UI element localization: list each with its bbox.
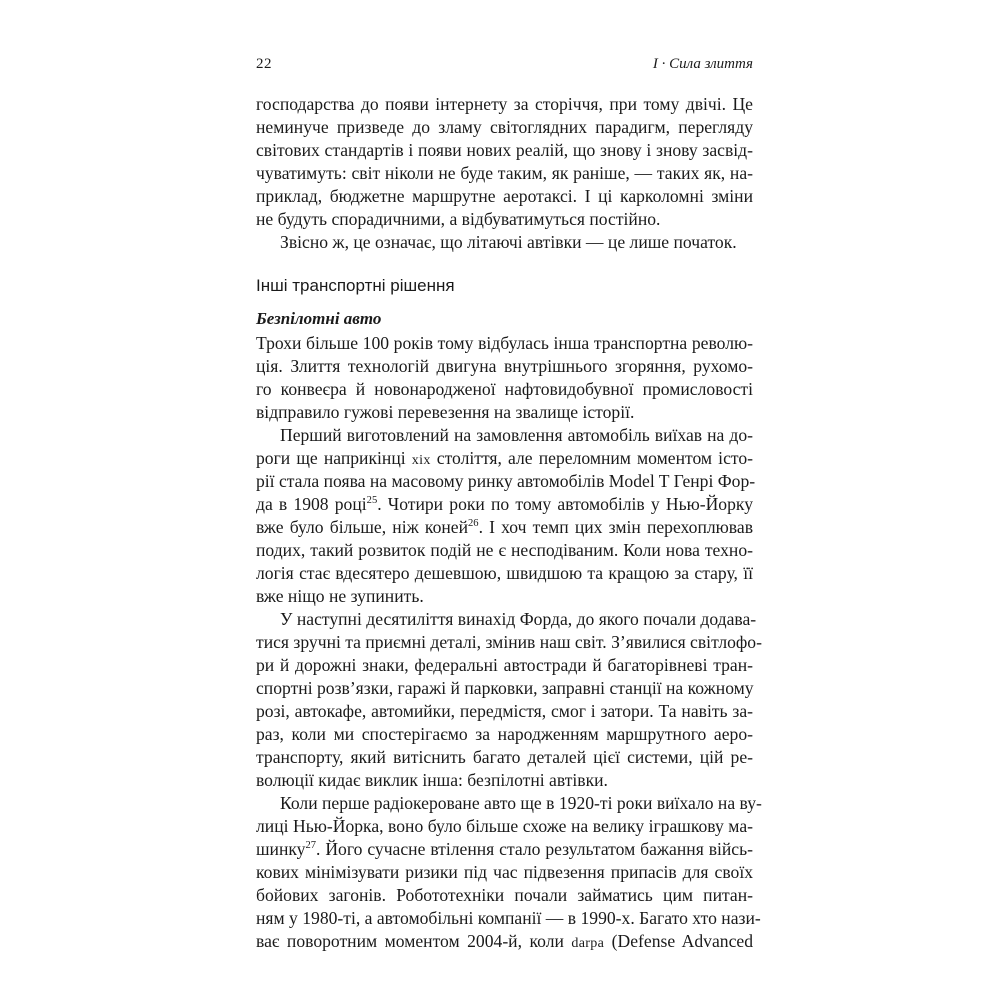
text-line: кових мінімізувати ризики під час підвезення припасів для своїх <box>256 862 753 882</box>
text-line: вже ніщо не зупинить. <box>256 586 424 606</box>
text-line: Перший виготовлений на замовлення автомобіль виїхав на до- <box>280 425 753 445</box>
text-line <box>256 447 753 470</box>
text-block-main <box>256 332 762 953</box>
text-line: рії стала поява на масовому ринку автомобілів Model T Генрі Фор- <box>256 471 756 491</box>
text-fragment: да в 1908 році <box>256 494 367 514</box>
page-number: 22 <box>256 56 272 72</box>
small-caps-roman-numeral: xix <box>411 452 431 468</box>
section-heading: Інші транспортні рішення <box>256 276 455 295</box>
text-line: Коли перше радіокероване авто ще в 1920-ті роки виїхало на ву- <box>280 793 762 813</box>
text-fragment: ває поворотним моментом 2004-й, коли <box>256 931 572 951</box>
text-fragment: століття, але переломним моментом істо- <box>430 448 753 468</box>
text-line: розі, автокафе, автомийки, передмістя, смог і затори. Та навіть за- <box>256 701 753 721</box>
text-line <box>256 930 753 953</box>
text-line: світових стандартів і появи нових реалій, що знову і знову засвід- <box>256 140 753 160</box>
text-line: не будуть спорадичними, а відбуватимуться постійно. <box>256 209 661 229</box>
text-fragment: роги ще наприкінці <box>256 448 412 468</box>
text-line <box>256 493 753 516</box>
text-line: ри й дорожні знаки, федеральні автостради й багаторівневі тран- <box>256 655 753 675</box>
text-fragment: (Defense Advanced <box>604 931 754 951</box>
footnote-ref-26[interactable]: 26 <box>468 518 479 530</box>
text-line: Трохи більше 100 років тому відбулась інша транспортна револю- <box>256 333 753 353</box>
text-line: господарства до появи інтернету за сторіччя, при тому двічі. Це <box>256 94 753 114</box>
chapter-title: I · Сила злиття <box>652 56 753 72</box>
text-fragment: вже було більше, ніж коней <box>256 517 469 537</box>
text-fragment: . І хоч темп цих змін перехоплював <box>478 517 753 537</box>
text-line: ням у 1980-ті, а автомобільні компанії — в 1990-х. Багато хто нази- <box>256 908 761 928</box>
text-block-intro <box>256 93 753 254</box>
text-line: го конвеєра й новонародженої нафтовидобувної промисловості <box>256 379 753 399</box>
text-line: транспорту, який витіснить багато деталей цієї системи, цій ре- <box>256 747 753 767</box>
small-caps-acronym: darpa <box>571 935 605 951</box>
text-line: відправило гужові перевезення на звалище історії. <box>256 402 635 422</box>
text-line: неминуче призведе до зламу світоглядних парадигм, перегляду <box>256 117 753 137</box>
text-fragment: . Чотири роки по тому автомобілів у Нью-Йорку <box>377 494 753 514</box>
text-line: Звісно ж, це означає, що літаючі автівки — це лише початок. <box>280 232 737 252</box>
text-fragment: шинку <box>256 839 306 859</box>
text-line: У наступні десятиліття винахід Форда, до якого почали додава- <box>280 609 757 629</box>
text-line: лиці Нью-Йорка, воно було більше схоже на велику іграшкову ма- <box>256 816 753 836</box>
text-line: бойових загонів. Робототехніки почали займатись цим питан- <box>256 885 753 905</box>
text-line: подих, такий розвиток подій не є несподіваним. Коли нова техно- <box>256 540 753 560</box>
footnote-ref-27[interactable]: 27 <box>305 840 317 852</box>
text-line: спортні розв’язки, гаражі й парковки, заправні станції на кожному <box>256 678 754 698</box>
text-line <box>256 516 753 539</box>
text-line: волюції кидає виклик інша: безпілотні автівки. <box>256 770 608 790</box>
subsection-heading: Безпілотні авто <box>256 309 382 328</box>
running-head <box>256 56 753 78</box>
text-line: чуватимуть: світ ніколи не буде таким, як раніше, — таких як, на- <box>256 163 753 183</box>
text-line: приклад, бюджетне маршрутне аеротаксі. І ці карколомні зміни <box>256 186 753 206</box>
text-line: тися зручні та приємні деталі, змінив наш світ. З’явилися світлофо- <box>256 632 762 652</box>
text-line: логія стає вдесятеро дешевшою, швидшою та кращою за стару, її <box>256 563 753 583</box>
text-line: ція. Злиття технологій двигуна внутрішнього згоряння, рухомо- <box>256 356 753 376</box>
text-line <box>256 838 753 861</box>
text-fragment: . Його сучасне втілення стало результатом бажання війсь- <box>316 839 753 859</box>
text-line: раз, коли ми спостерігаємо за народженням маршрутного аеро- <box>256 724 753 744</box>
footnote-ref-25[interactable]: 25 <box>366 495 378 507</box>
